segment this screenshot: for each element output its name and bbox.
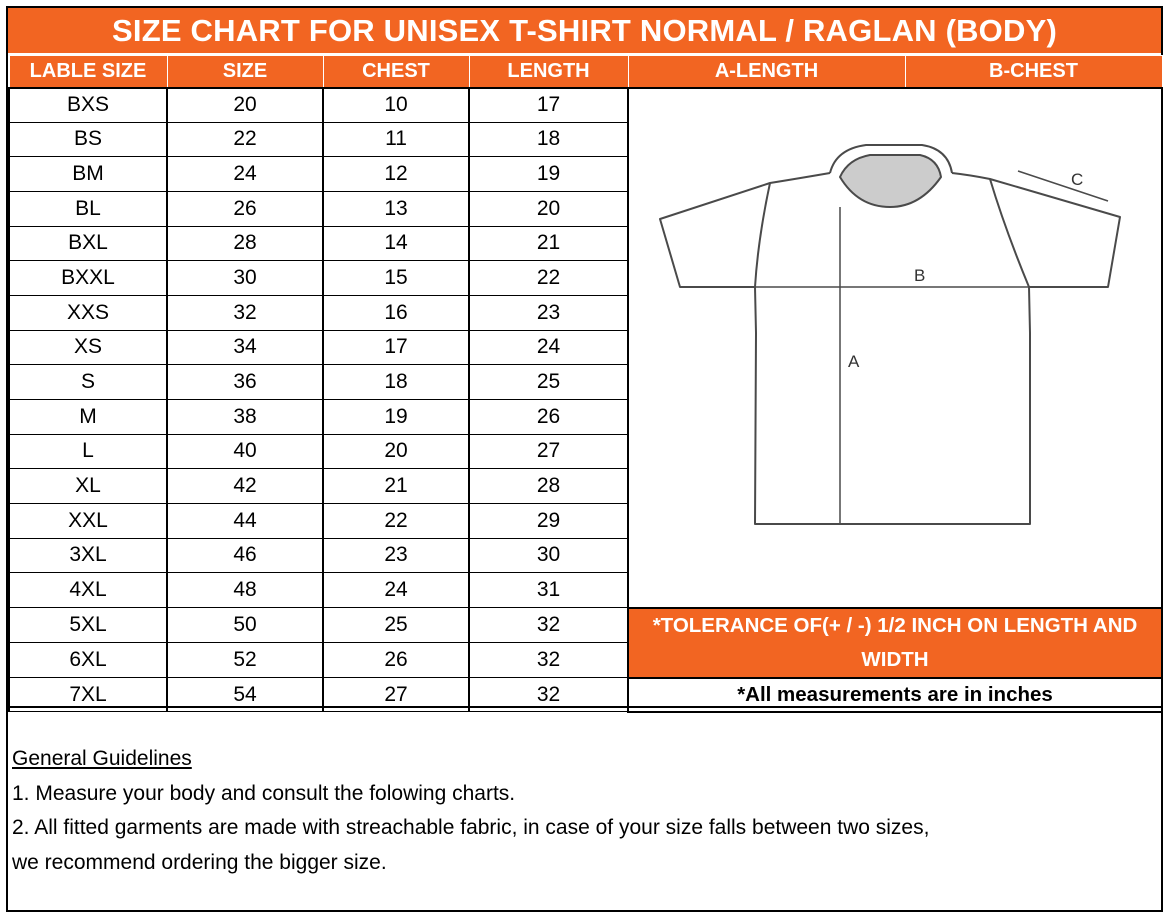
label-c: C <box>1070 169 1083 189</box>
size-rows <box>9 88 1162 712</box>
cell-chest: 13 <box>323 191 469 226</box>
measurement-note: *All measurements are in inches <box>628 678 1162 712</box>
cell-label: L <box>9 434 167 469</box>
cell-size: 24 <box>167 157 323 192</box>
cell-chest: 25 <box>323 608 469 643</box>
cell-chest: 27 <box>323 678 469 712</box>
cell-size: 34 <box>167 330 323 365</box>
tshirt-diagram <box>630 89 1161 601</box>
cell-size: 46 <box>167 538 323 573</box>
cell-length: 25 <box>469 365 628 400</box>
cell-length: 17 <box>469 88 628 123</box>
cell-size: 44 <box>167 503 323 538</box>
cell-length: 22 <box>469 261 628 296</box>
cell-label: XXS <box>9 295 167 330</box>
cell-chest: 23 <box>323 538 469 573</box>
cell-label: 4XL <box>9 573 167 608</box>
guidelines-heading: General Guidelines <box>12 747 192 770</box>
size-chart-sheet <box>6 6 1163 912</box>
guideline-line-3: we recommend ordering the bigger size. <box>12 850 387 874</box>
header-b-chest: B-CHEST <box>905 56 1162 88</box>
cell-label: S <box>9 365 167 400</box>
chart-title: SIZE CHART FOR UNISEX T-SHIRT NORMAL / RAGLAN (BODY) <box>8 8 1161 55</box>
cell-length: 19 <box>469 157 628 192</box>
cell-label: XS <box>9 330 167 365</box>
sleeve-seam-right <box>990 179 1029 287</box>
cell-label: 5XL <box>9 608 167 643</box>
cell-chest: 20 <box>323 434 469 469</box>
cell-label: 7XL <box>9 678 167 712</box>
cell-chest: 18 <box>323 365 469 400</box>
cell-chest: 12 <box>323 157 469 192</box>
cell-size: 20 <box>167 88 323 123</box>
guideline-line-2: 2. All fitted garments are made with streachable fabric, in case of your size falls between two sizes, <box>12 816 930 839</box>
cell-size: 28 <box>167 226 323 261</box>
cell-size: 52 <box>167 643 323 678</box>
label-a: A <box>847 351 859 371</box>
cell-length: 29 <box>469 503 628 538</box>
header-row <box>9 56 1162 88</box>
general-guidelines <box>8 706 1161 910</box>
cell-chest: 11 <box>323 122 469 157</box>
cell-length: 32 <box>469 608 628 643</box>
cell-chest: 17 <box>323 330 469 365</box>
diagram-cell <box>628 88 1162 608</box>
cell-length: 27 <box>469 434 628 469</box>
cell-length: 32 <box>469 643 628 678</box>
cell-label: XXL <box>9 503 167 538</box>
cell-chest: 19 <box>323 399 469 434</box>
cell-size: 48 <box>167 573 323 608</box>
cell-size: 26 <box>167 191 323 226</box>
cell-length: 31 <box>469 573 628 608</box>
cell-length: 28 <box>469 469 628 504</box>
header-label-size: LABLE SIZE <box>9 56 167 88</box>
cell-label: BXL <box>9 226 167 261</box>
cell-length: 20 <box>469 191 628 226</box>
header-size: SIZE <box>167 56 323 88</box>
cell-chest: 10 <box>323 88 469 123</box>
cell-label: M <box>9 399 167 434</box>
cell-size: 50 <box>167 608 323 643</box>
tolerance-note: *TOLERANCE OF(+ / -) 1/2 INCH ON LENGTH AND WIDTH <box>628 608 1162 678</box>
cell-size: 54 <box>167 678 323 712</box>
header-a-length: A-LENGTH <box>628 56 905 88</box>
header-length: LENGTH <box>469 56 628 88</box>
cell-size: 40 <box>167 434 323 469</box>
cell-label: BXS <box>9 88 167 123</box>
cell-label: BXXL <box>9 261 167 296</box>
cell-label: 6XL <box>9 643 167 678</box>
table-row <box>9 608 1162 643</box>
cell-chest: 15 <box>323 261 469 296</box>
cell-size: 22 <box>167 122 323 157</box>
cell-length: 32 <box>469 678 628 712</box>
cell-chest: 22 <box>323 503 469 538</box>
tshirt-outline <box>660 173 1120 524</box>
cell-length: 18 <box>469 122 628 157</box>
size-table <box>8 55 1163 713</box>
collar-inner <box>840 155 941 207</box>
cell-size: 42 <box>167 469 323 504</box>
cell-chest: 24 <box>323 573 469 608</box>
cell-length: 23 <box>469 295 628 330</box>
measure-line-c <box>1018 171 1108 201</box>
cell-length: 24 <box>469 330 628 365</box>
cell-label: BS <box>9 122 167 157</box>
cell-label: BM <box>9 157 167 192</box>
cell-chest: 21 <box>323 469 469 504</box>
cell-chest: 14 <box>323 226 469 261</box>
cell-chest: 16 <box>323 295 469 330</box>
cell-label: BL <box>9 191 167 226</box>
cell-label: XL <box>9 469 167 504</box>
guideline-line-1: 1. Measure your body and consult the folowing charts. <box>12 781 516 805</box>
cell-label: 3XL <box>9 538 167 573</box>
header-chest: CHEST <box>323 56 469 88</box>
cell-size: 36 <box>167 365 323 400</box>
table-row <box>9 88 1162 123</box>
cell-length: 26 <box>469 399 628 434</box>
label-b: B <box>913 265 925 285</box>
cell-size: 32 <box>167 295 323 330</box>
sleeve-seam-left <box>755 183 770 287</box>
cell-size: 30 <box>167 261 323 296</box>
cell-size: 38 <box>167 399 323 434</box>
cell-chest: 26 <box>323 643 469 678</box>
cell-length: 30 <box>469 538 628 573</box>
cell-length: 21 <box>469 226 628 261</box>
